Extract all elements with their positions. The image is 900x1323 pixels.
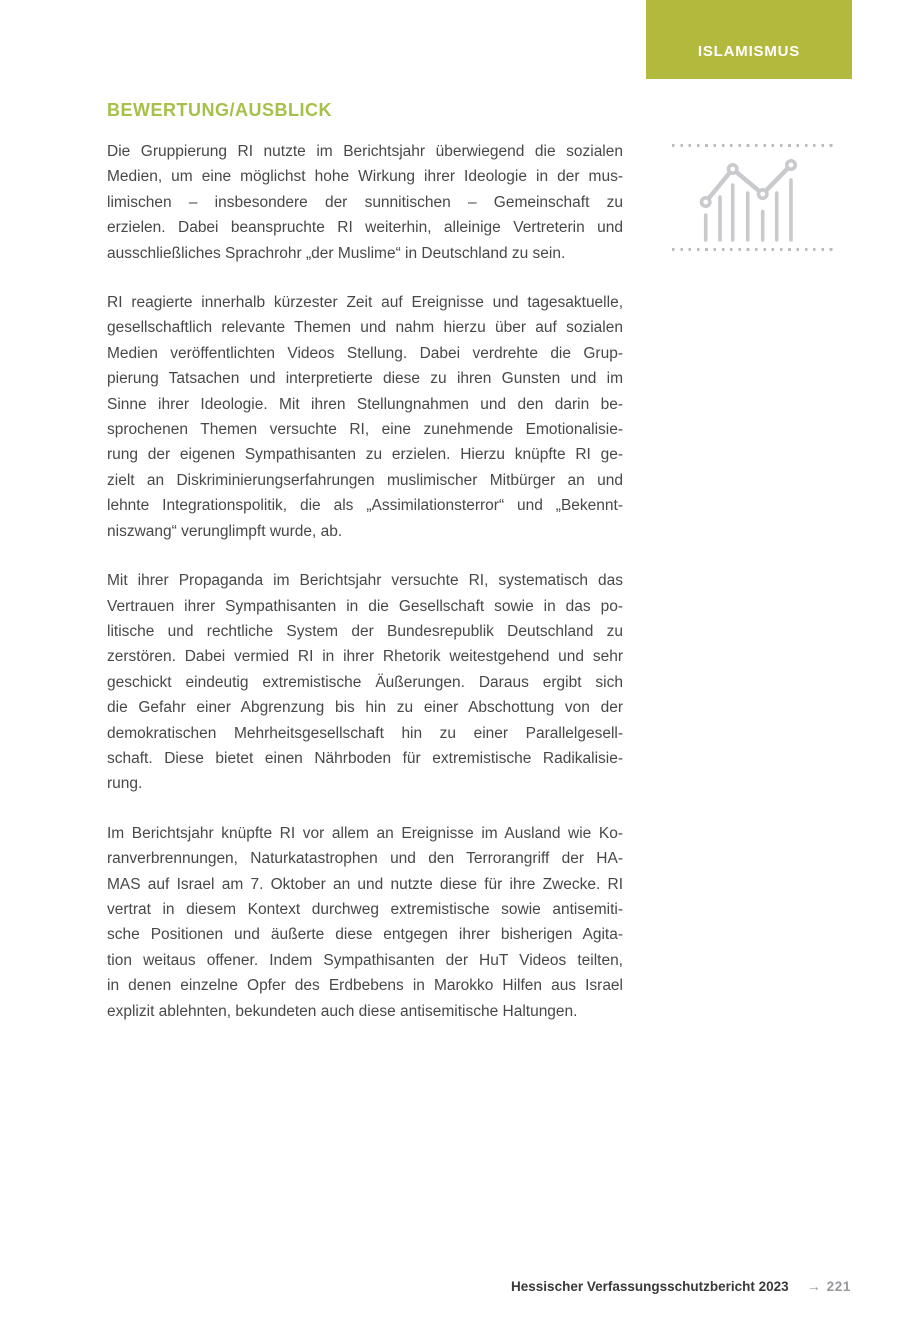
text-line: Medien veröffentlichten Videos Stellung. Dabei verdrehte die Grup- bbox=[107, 344, 623, 362]
footer-pageref bbox=[807, 1278, 851, 1294]
text-line: erzielen. Dabei beanspruchte RI weiterhin, alleinige Vertreterin und bbox=[107, 219, 623, 237]
text-line: RI reagierte innerhalb kürzester Zeit auf Ereignisse und tagesaktuelle, bbox=[107, 294, 623, 312]
page-title: BEWERTUNG/AUSBLICK bbox=[107, 100, 332, 120]
text-line: Vertrauen ihrer Sympathisanten in die Gesellschaft sowie in das po- bbox=[107, 597, 623, 615]
text-line: schaft. Diese bietet einen Nährboden für extremistische Radikalisie- bbox=[107, 749, 623, 767]
article-paragraphs bbox=[107, 139, 623, 1024]
page-footer bbox=[511, 1278, 851, 1294]
text-line: zerstören. Dabei vermied RI in ihrer Rhetorik weitestgehend und sehr bbox=[107, 648, 623, 666]
text-line: Medien, um eine möglichst hohe Wirkung ihrer Ideologie in der mus- bbox=[107, 168, 623, 186]
text-line: explizit ablehnten, bekundeten auch diese antisemitische Haltungen. bbox=[107, 1002, 578, 1020]
paragraph bbox=[107, 139, 623, 266]
text-line: MAS auf Israel am 7. Oktober an und nutzte diese für ihre Zwecke. RI bbox=[107, 875, 623, 893]
text-line: limischen – insbesondere der sunnitischen – Gemeinschaft zu bbox=[107, 193, 623, 211]
page-number: 221 bbox=[826, 1279, 851, 1294]
text-line: pierung Tatsachen und interpretierte diese zu ihren Gunsten und im bbox=[107, 370, 623, 388]
text-line: demokratischen Mehrheitsgesellschaft hin zu einer Parallelgesell- bbox=[107, 724, 623, 742]
text-line: Sinne ihrer Ideologie. Mit ihren Stellungnahmen und den darin be- bbox=[107, 395, 623, 413]
chart-decoration bbox=[672, 144, 838, 251]
article-body bbox=[107, 139, 623, 1048]
text-line: vertrat in diesem Kontext durchweg extremistische sowie antisemiti- bbox=[107, 900, 623, 918]
text-line: zielt an Diskriminierungserfahrungen muslimischer Mitbürger an und bbox=[107, 471, 623, 489]
text-line: in denen einzelne Opfer des Erdbebens in Marokko Hilfen aus Israel bbox=[107, 977, 623, 995]
text-line: Im Berichtsjahr knüpfte RI vor allem an Ereignisse im Ausland wie Ko- bbox=[107, 824, 623, 842]
text-line: gesellschaftlich relevante Themen und nahm hierzu über auf sozialen bbox=[107, 319, 623, 337]
text-line: litische und rechtliche System der Bundesrepublik Deutschland zu bbox=[107, 622, 623, 640]
text-line: lehnte Integrationspolitik, die als „Assimilationsterror“ und „Bekennt- bbox=[107, 497, 623, 515]
text-line: sprochenen Themen versuchte RI, eine zunehmende Emotionalisie- bbox=[107, 421, 623, 439]
paragraph bbox=[107, 821, 623, 1024]
text-line: geschickt eindeutig extremistische Äußerungen. Daraus ergibt sich bbox=[107, 673, 623, 691]
paragraph bbox=[107, 290, 623, 544]
text-line: ausschließliches Sprachrohr „der Muslime“ in Deutschland zu sein. bbox=[107, 244, 566, 262]
dotted-line-bottom bbox=[672, 248, 838, 251]
section-tab-islamismus bbox=[646, 0, 852, 79]
text-line: niszwang“ verunglimpft wurde, ab. bbox=[107, 522, 343, 540]
footer-source: Hessischer Verfassungsschutzbericht 2023 bbox=[511, 1279, 789, 1294]
text-line: tion weitaus offener. Indem Sympathisanten der HuT Videos teilten, bbox=[107, 951, 623, 969]
text-line: rung. bbox=[107, 775, 143, 793]
text-line: rung der eigenen Sympathisanten zu erzielen. Hierzu knüpfte RI ge- bbox=[107, 446, 623, 464]
paragraph bbox=[107, 568, 623, 797]
text-line: die Gefahr einer Abgrenzung bis hin zu einer Abschottung von der bbox=[107, 699, 623, 717]
text-line: sche Positionen und äußerte diese entgegen ihrer bisherigen Agita- bbox=[107, 926, 623, 944]
text-line: Die Gruppierung RI nutzte im Berichtsjahr überwiegend die sozialen bbox=[107, 143, 623, 160]
line-bar-chart-icon bbox=[672, 147, 838, 248]
text-line: Mit ihrer Propaganda im Berichtsjahr versuchte RI, systematisch das bbox=[107, 572, 623, 590]
arrow-right-icon: → bbox=[806, 1278, 821, 1294]
section-tab-label: ISLAMISMUS bbox=[697, 43, 801, 60]
text-line: ranverbrennungen, Naturkatastrophen und den Terrorangriff der HA- bbox=[107, 850, 623, 868]
